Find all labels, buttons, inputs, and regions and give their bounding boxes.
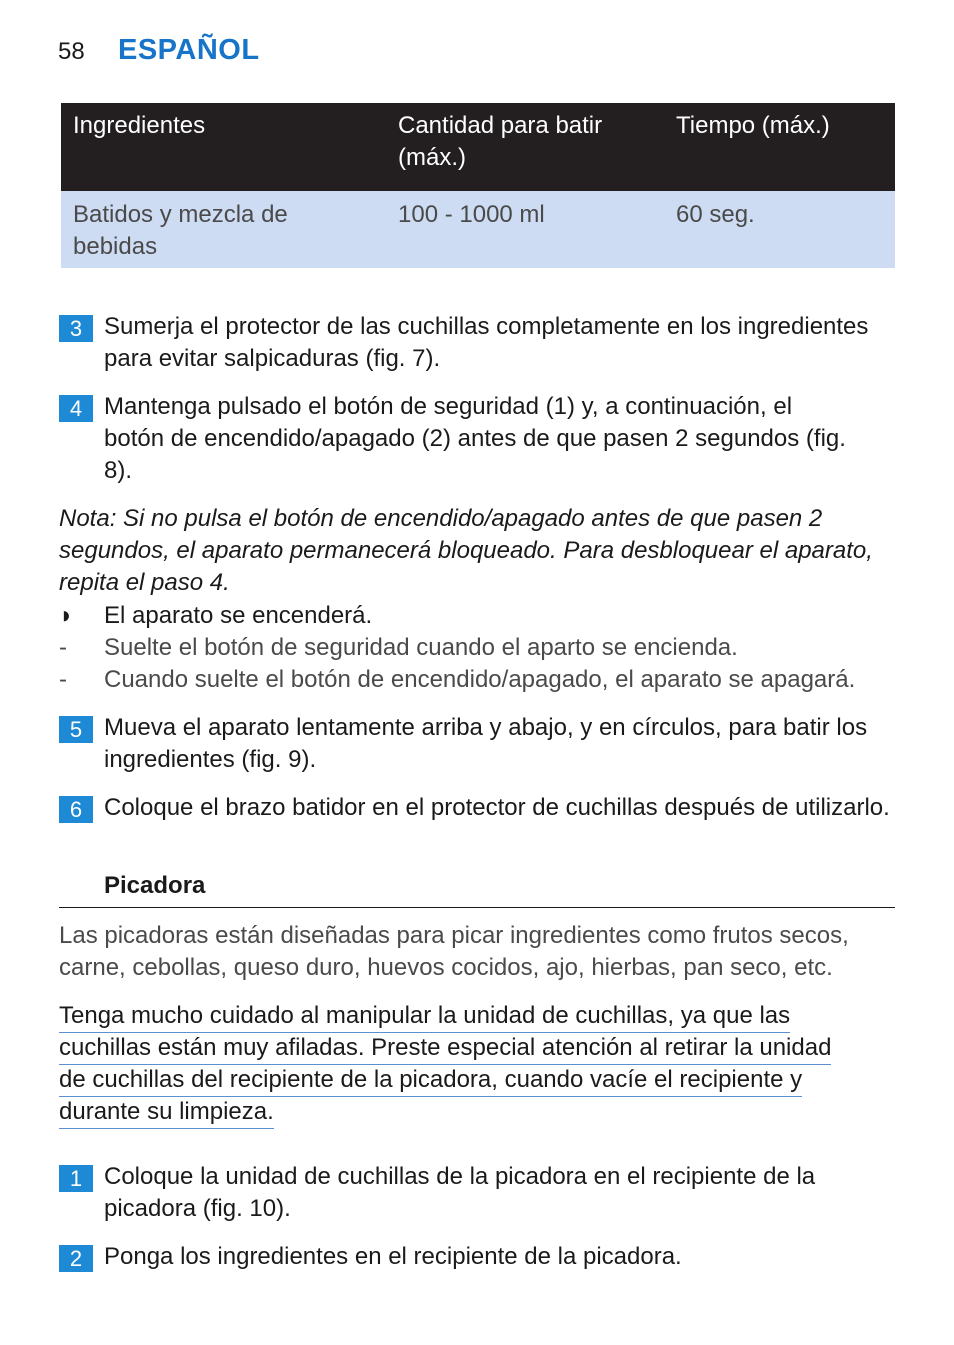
step-text: Coloque el brazo batidor en el protector de cuchillas después de utilizarlo. — [104, 794, 890, 821]
specs-table — [61, 103, 895, 268]
section-intro: Las picadoras están diseñadas para picar ingredientes como frutos secos, carne, cebollas, queso duro, huevos cocidos, ajo, hierbas, pan seco, etc. — [59, 922, 849, 981]
step-number-badge: 1 — [59, 1165, 93, 1192]
warning-line: Tenga mucho cuidado al manipular la unidad de cuchillas, ya que las — [59, 1002, 790, 1033]
step-4 — [59, 391, 899, 487]
dash-icon: - — [59, 666, 67, 693]
list-item-text: Cuando suelte el botón de encendido/apagado, el aparato se apagará. — [104, 666, 856, 693]
table-cell-quantity: 100 - 1000 ml — [398, 201, 545, 228]
result-arrow-icon: ◗ — [59, 602, 74, 629]
step-number-badge: 3 — [59, 315, 93, 342]
warning-line: durante su limpieza. — [59, 1098, 274, 1129]
table-cell-ingredient: Batidos y mezcla de bebidas — [73, 201, 288, 260]
step-5 — [59, 712, 899, 776]
list-item — [59, 632, 904, 664]
section-title: Picadora — [104, 872, 206, 899]
section-divider — [59, 907, 895, 908]
note: Nota: Si no pulsa el botón de encendido/apagado antes de que pasen 2 segundos, el aparato permanecerá bloqueado. Para desbloquear el aparato, repita el paso 4. — [59, 505, 873, 596]
table-row — [61, 191, 895, 268]
step-number-badge: 5 — [59, 716, 93, 743]
result-text: El aparato se encenderá. — [104, 602, 373, 629]
table-header-ingredients: Ingredientes — [73, 112, 206, 139]
table-header-time: Tiempo (máx.) — [676, 112, 830, 139]
step-text: Ponga los ingredientes en el recipiente de la picadora. — [104, 1243, 682, 1270]
step-6 — [59, 792, 899, 824]
table-header-row — [61, 103, 895, 191]
step-text: Mueva el aparato lentamente arriba y abajo, y en círculos, para batir los ingredientes (fig. 9). — [104, 714, 868, 773]
list-item — [59, 664, 904, 696]
page-number: 58 — [58, 38, 85, 65]
step-1 — [59, 1161, 899, 1225]
step-text: Mantenga pulsado el botón de seguridad (1) y, a continuación, el botón de encendido/apagado (2) antes de que pasen 2 segundos (fig. 8). — [104, 393, 846, 484]
step-number-badge: 6 — [59, 796, 93, 823]
step-number-badge: 2 — [59, 1245, 93, 1272]
step-number-badge: 4 — [59, 395, 93, 422]
warning-line: cuchillas están muy afiladas. Preste especial atención al retirar la unidad — [59, 1034, 831, 1065]
table-cell-time: 60 seg. — [676, 201, 755, 228]
step-text: Coloque la unidad de cuchillas de la picadora en el recipiente de la picadora (fig. 10). — [104, 1163, 816, 1222]
table-header-quantity: Cantidad para batir (máx.) — [398, 112, 603, 171]
step-3 — [59, 311, 899, 375]
result-item — [59, 600, 904, 632]
step-2 — [59, 1241, 899, 1273]
dash-icon: - — [59, 634, 67, 661]
language-heading: ESPAÑOL — [118, 34, 260, 66]
list-item-text: Suelte el botón de seguridad cuando el aparto se encienda. — [104, 634, 738, 661]
warning-line: de cuchillas del recipiente de la picadora, cuando vacíe el recipiente y — [59, 1066, 802, 1097]
step-text: Sumerja el protector de las cuchillas completamente en los ingredientes para evitar salpicaduras (fig. 7). — [104, 313, 869, 372]
